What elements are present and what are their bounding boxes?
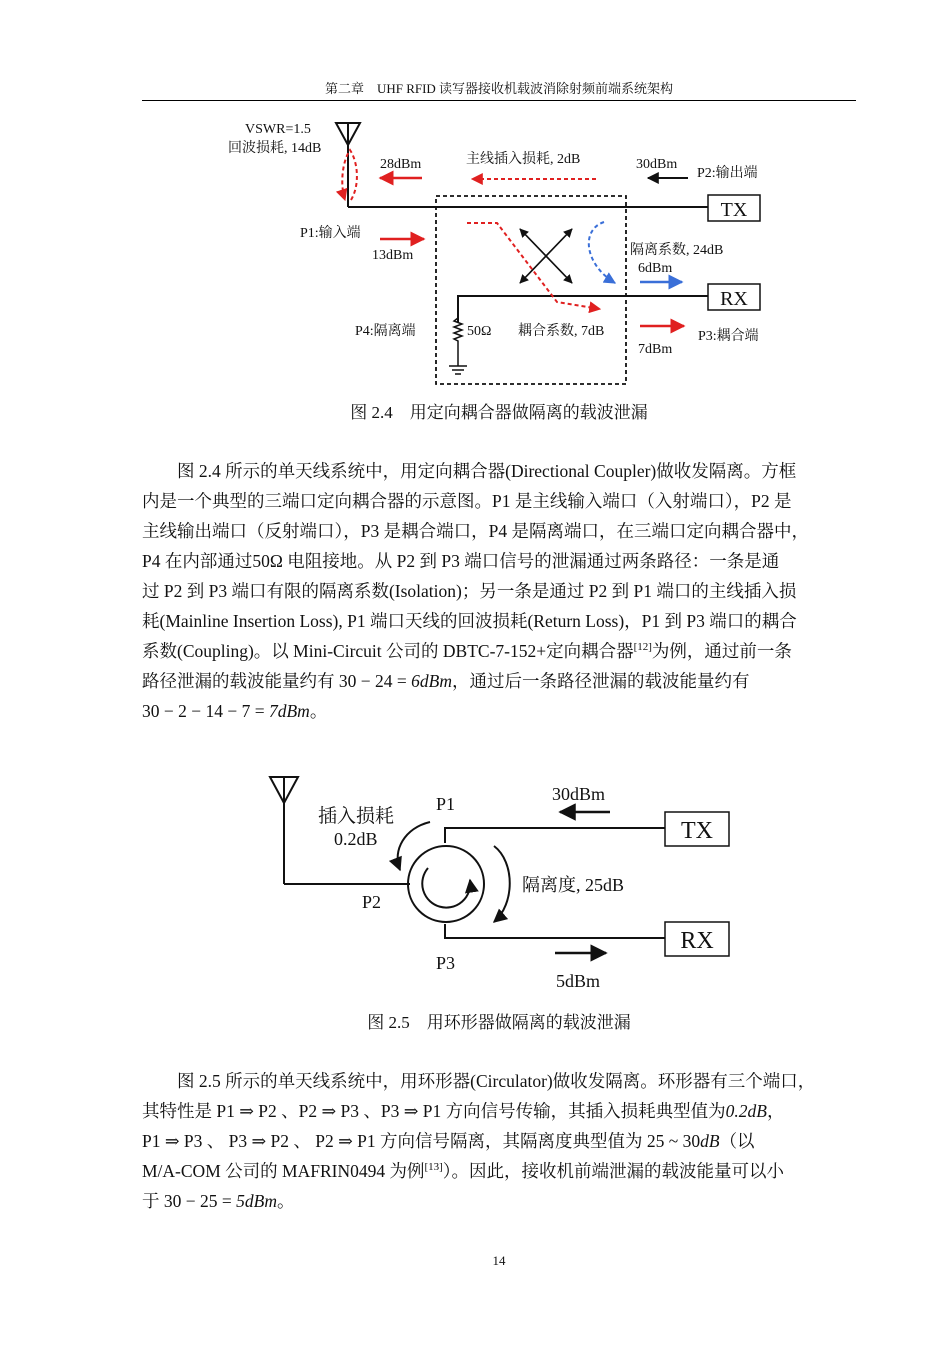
isolation-label: 隔离度, 25dB: [522, 875, 625, 895]
insertion-loss-value: 0.2dB: [334, 829, 378, 849]
para1-line-5: 过 P2 到 P3 端口有限的隔离系数(Isolation)；另一条是通过 P2 到 P1 端口的主线插入损: [142, 581, 797, 601]
return-loss-label: 回波损耗, 14dB: [228, 141, 322, 156]
coupling-coeff-label: 耦合系数, 7dB: [518, 324, 605, 339]
reference-12[interactable]: [12]: [633, 641, 652, 654]
para1-line-2: 内是一个典型的三端口定向耦合器的示意图。P1 是主线输入端口（入射端口），P2 是: [142, 491, 792, 511]
paragraph-coupler: [142, 456, 856, 726]
p2-output-label: P2:输出端: [697, 166, 758, 181]
isolation-coeff-label: 隔离系数, 24dB: [630, 243, 724, 258]
para2-line-5: 于 30 − 25 = 5dBm。: [142, 1191, 295, 1211]
insertion-loss-label: 插入损耗: [318, 806, 395, 827]
power-7dbm-label: 7dBm: [638, 342, 673, 357]
para2-line-1: 图 2.5 所示的单天线系统中，用环形器(Circulator)做收发隔离。环形器有三个端口，: [177, 1071, 816, 1091]
figure-2-5-caption: 图 2.5 用环形器做隔离的载波泄漏: [367, 1013, 631, 1032]
power-6dbm-label: 6dBm: [638, 261, 673, 276]
p3-coupled-label: P3:耦合端: [698, 329, 759, 344]
mainline-loss-label: 主线插入损耗, 2dB: [466, 152, 581, 167]
power-13dbm-label: 13dBm: [372, 248, 414, 263]
vswr-label: VSWR=1.5: [245, 122, 311, 137]
para1-line-4: P4 在内部通过50Ω 电阻接地。从 P2 到 P3 端口信号的泄漏通过两条路径：一条是通: [142, 551, 780, 571]
running-header: 第二章 UHF RFID 读写器接收机载波消除射频前端系统架构: [324, 81, 674, 96]
tx-label: TX: [720, 199, 748, 221]
rx-label: RX: [680, 928, 714, 954]
para1-line-6: 耗(Mainline Insertion Loss), P1 端口天线的回波损耗(Return Loss)，P1 到 P3 端口的耦合: [142, 611, 797, 631]
power-5dbm-label: 5dBm: [556, 971, 601, 991]
power-28dbm-label: 28dBm: [380, 157, 422, 172]
port-p1-label: P1: [436, 794, 456, 814]
figure-2-5-circulator: [255, 768, 755, 1000]
resistor-icon: [454, 318, 462, 356]
para2-line-4: M/A-COM 公司的 MAFRIN0494 为例[13]）。因此，接收机前端泄漏的载波能量可以小: [142, 1161, 785, 1181]
p4-isolated-label: P4:隔离端: [355, 324, 416, 339]
power-30dbm-label: 30dBm: [636, 157, 678, 172]
power-30dbm-label: 30dBm: [552, 784, 606, 804]
header-rule: [142, 100, 856, 101]
para1-line-7: 系数(Coupling)。以 Mini-Circuit 公司的 DBTC-7-152+定向耦合器[12]为例，通过前一条: [142, 641, 792, 661]
p1-input-label: P1:输入端: [300, 226, 361, 241]
port-p2-label: P2: [362, 892, 382, 912]
figure-2-4-caption: 图 2.4 用定向耦合器做隔离的载波泄漏: [350, 403, 648, 422]
para1-line-1: 图 2.4 所示的单天线系统中，用定向耦合器(Directional Coupler)做收发隔离。方框: [177, 461, 797, 481]
para2-line-3: P1 ⇒ P3 、 P3 ⇒ P2 、 P2 ⇒ P1 方向信号隔离，其隔离度典型值为 25 ~ 30dB（以: [142, 1131, 755, 1151]
port-p3-label: P3: [436, 953, 456, 973]
para1-line-9: 30 − 2 − 14 − 7 = 7dBm。: [142, 701, 328, 721]
antenna-icon: [270, 777, 298, 884]
rx-label: RX: [720, 288, 748, 310]
para1-line-8: 路径泄漏的载波能量约有 30 − 24 = 6dBm，通过后一条路径泄漏的载波能量约有: [142, 671, 750, 691]
coupler-box: [436, 196, 626, 384]
para2-line-2: 其特性是 P1 ⇒ P2 、P2 ⇒ P3 、P3 ⇒ P1 方向信号传输，其插入损耗典型值为0.2dB，: [142, 1101, 785, 1121]
resistor-50-label: 50Ω: [467, 324, 492, 339]
page-number: 14: [492, 1253, 506, 1268]
circulator-icon: [408, 846, 484, 922]
paragraph-circulator: [142, 1066, 856, 1216]
figure-2-4-directional-coupler: [200, 112, 800, 392]
reference-13[interactable]: [13]: [424, 1161, 443, 1174]
para1-line-3: 主线输出端口（反射端口），P3 是耦合端口，P4 是隔离端口，在三端口定向耦合器中，: [142, 521, 809, 541]
tx-label: TX: [681, 818, 713, 844]
ground-icon: [449, 356, 467, 374]
